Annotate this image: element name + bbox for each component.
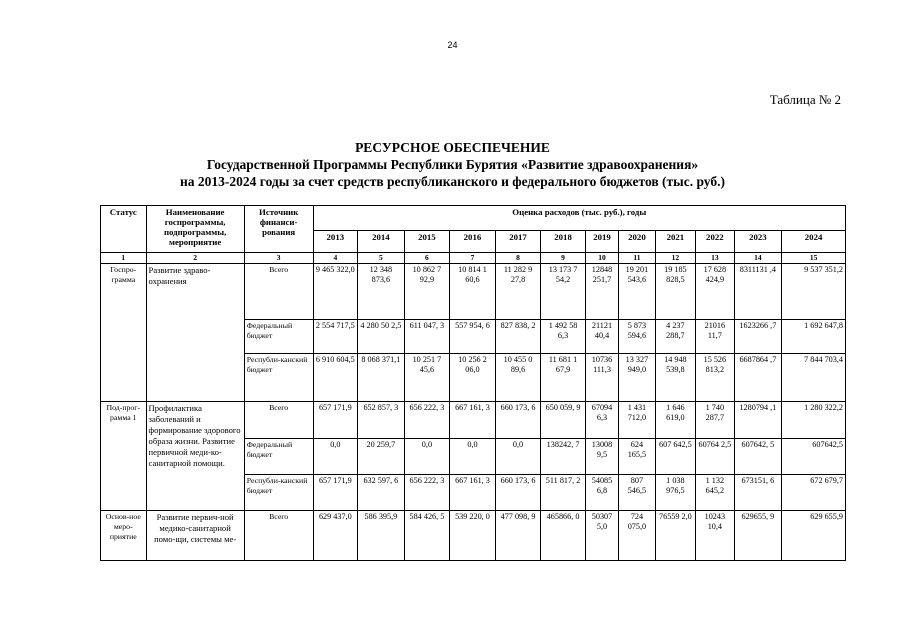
value-cell-2013: 9 465 322,0 <box>313 264 358 320</box>
column-number: 7 <box>450 253 496 264</box>
column-number: 1 <box>101 253 147 264</box>
value-cell-2021: 1 038 976,5 <box>655 475 695 511</box>
value-cell-2024: 629 655,9 <box>782 511 846 561</box>
year-header: 2016 <box>450 231 496 253</box>
column-number: 12 <box>655 253 695 264</box>
value-cell-2016: 557 954, 6 <box>450 320 496 354</box>
value-cell-2022: 60764 2,5 <box>696 439 734 475</box>
value-cell-2021: 19 185 828,5 <box>655 264 695 320</box>
value-cell-2014: 652 857, 3 <box>358 402 405 439</box>
value-cell-2014: 8 068 371,1 <box>358 354 405 402</box>
value-cell-2017: 660 173, 6 <box>495 402 541 439</box>
value-cell-2022: 17 628 424,9 <box>696 264 734 320</box>
column-number: 5 <box>358 253 405 264</box>
column-number: 13 <box>696 253 734 264</box>
value-cell-2015: 611 047, 3 <box>404 320 450 354</box>
resource-table <box>100 205 846 561</box>
program-name-cell: Профилактика заболеваний и формирование здорового образа жизни. Развитие первичной меди-ко-санитарной помощи. <box>146 402 244 511</box>
funding-source-cell: Федеральный бюджет <box>244 320 313 354</box>
header-status: Статус <box>101 206 147 253</box>
title-line-1: РЕСУРСНОЕ ОБЕСПЕЧЕНИЕ <box>355 140 550 155</box>
value-cell-2021: 76559 2,0 <box>655 511 695 561</box>
value-cell-2021: 1 646 619,0 <box>655 402 695 439</box>
year-header: 2014 <box>358 231 405 253</box>
value-cell-2014: 632 597, 6 <box>358 475 405 511</box>
column-number: 4 <box>313 253 358 264</box>
value-cell-2024: 607642,5 <box>782 439 846 475</box>
value-cell-2016: 667 161, 3 <box>450 402 496 439</box>
value-cell-2017: 660 173, 6 <box>495 475 541 511</box>
value-cell-2013: 657 171,9 <box>313 402 358 439</box>
value-cell-2016: 10 256 2 06,0 <box>450 354 496 402</box>
value-cell-2020: 1 431 712,0 <box>619 402 655 439</box>
value-cell-2023: 629655, 9 <box>734 511 782 561</box>
column-number: 6 <box>404 253 450 264</box>
value-cell-2020: 13 327 949,0 <box>619 354 655 402</box>
value-cell-2014: 586 395,9 <box>358 511 405 561</box>
value-cell-2013: 2 554 717,5 <box>313 320 358 354</box>
document-title <box>0 139 905 190</box>
value-cell-2015: 0,0 <box>404 439 450 475</box>
value-cell-2021: 607 642,5 <box>655 439 695 475</box>
header-source: Источник финанси-рования <box>244 206 313 253</box>
value-cell-2018: 465866, 0 <box>541 511 586 561</box>
status-cell: Основ-ное меро-приятие <box>101 511 147 561</box>
value-cell-2024: 1 280 322,2 <box>782 402 846 439</box>
value-cell-2017: 0,0 <box>495 439 541 475</box>
table-row <box>101 402 846 439</box>
value-cell-2018: 13 173 7 54,2 <box>541 264 586 320</box>
table-row <box>101 264 846 320</box>
year-header: 2015 <box>404 231 450 253</box>
value-cell-2016: 667 161, 3 <box>450 475 496 511</box>
value-cell-2023: 1280794 ,1 <box>734 402 782 439</box>
value-cell-2024: 9 537 351,2 <box>782 264 846 320</box>
funding-source-cell: Республи-канский бюджет <box>244 475 313 511</box>
value-cell-2020: 624 165,5 <box>619 439 655 475</box>
year-header: 2019 <box>585 231 618 253</box>
column-number: 3 <box>244 253 313 264</box>
value-cell-2016: 0,0 <box>450 439 496 475</box>
title-line-3: на 2013-2024 годы за счет средств республиканского и федерального бюджетов (тыс. руб.) <box>180 174 725 189</box>
status-cell: Под-прог-рамма 1 <box>101 402 147 511</box>
value-cell-2023: 6687864 ,7 <box>734 354 782 402</box>
year-header: 2017 <box>495 231 541 253</box>
program-name-cell: Развитие здраво-охранения <box>146 264 244 402</box>
year-header: 2024 <box>782 231 846 253</box>
value-cell-2018: 138242, 7 <box>541 439 586 475</box>
value-cell-2019: 10736 111,3 <box>585 354 618 402</box>
value-cell-2018: 1 492 58 6,3 <box>541 320 586 354</box>
value-cell-2016: 10 814 1 60,6 <box>450 264 496 320</box>
value-cell-2022: 1 132 645,2 <box>696 475 734 511</box>
value-cell-2020: 807 546,5 <box>619 475 655 511</box>
value-cell-2020: 19 201 543,6 <box>619 264 655 320</box>
value-cell-2014: 4 280 50 2,5 <box>358 320 405 354</box>
value-cell-2021: 4 237 288,7 <box>655 320 695 354</box>
value-cell-2021: 14 948 539,8 <box>655 354 695 402</box>
value-cell-2018: 650 059, 9 <box>541 402 586 439</box>
table-row <box>101 511 846 561</box>
header-name: Наименование госпрограммы, подпрограммы, мероприятие <box>146 206 244 253</box>
value-cell-2017: 827 838, 2 <box>495 320 541 354</box>
column-number: 14 <box>734 253 782 264</box>
year-header: 2021 <box>655 231 695 253</box>
year-header: 2013 <box>313 231 358 253</box>
column-number: 9 <box>541 253 586 264</box>
value-cell-2018: 11 681 1 67,9 <box>541 354 586 402</box>
value-cell-2013: 6 910 604,5 <box>313 354 358 402</box>
value-cell-2023: 607642, 5 <box>734 439 782 475</box>
value-cell-2015: 584 426, 5 <box>404 511 450 561</box>
value-cell-2015: 656 222, 3 <box>404 402 450 439</box>
column-number: 2 <box>146 253 244 264</box>
value-cell-2013: 657 171,9 <box>313 475 358 511</box>
funding-source-cell: Всего <box>244 402 313 439</box>
value-cell-2015: 10 862 7 92,9 <box>404 264 450 320</box>
value-cell-2022: 15 526 813,2 <box>696 354 734 402</box>
value-cell-2014: 12 348 873,6 <box>358 264 405 320</box>
page-number: 24 <box>447 40 458 50</box>
year-header: 2020 <box>619 231 655 253</box>
status-cell: Госпро-грамма <box>101 264 147 402</box>
value-cell-2017: 10 455 0 89,6 <box>495 354 541 402</box>
value-cell-2020: 724 075,0 <box>619 511 655 561</box>
column-number: 8 <box>495 253 541 264</box>
value-cell-2015: 10 251 7 45,6 <box>404 354 450 402</box>
table-label: Таблица № 2 <box>769 92 841 107</box>
value-cell-2023: 8311131 ,4 <box>734 264 782 320</box>
value-cell-2022: 21016 11,7 <box>696 320 734 354</box>
value-cell-2019: 54085 6,8 <box>585 475 618 511</box>
column-number: 15 <box>782 253 846 264</box>
title-line-2: Государственной Программы Республики Бурятия «Развитие здравоохранения» <box>206 157 699 172</box>
funding-source-cell: Всего <box>244 264 313 320</box>
value-cell-2017: 11 282 9 27,8 <box>495 264 541 320</box>
funding-source-cell: Республи-канский бюджет <box>244 354 313 402</box>
funding-source-cell: Всего <box>244 511 313 561</box>
value-cell-2020: 5 873 594,6 <box>619 320 655 354</box>
header-estimate: Оценка расходов (тыс. руб.), годы <box>313 206 845 231</box>
program-name-cell: Развитие первич-ной медико-санитарной помо-щи, системы ме- <box>146 511 244 561</box>
value-cell-2015: 656 222, 3 <box>404 475 450 511</box>
value-cell-2019: 13008 9,5 <box>585 439 618 475</box>
value-cell-2019: 67094 6,3 <box>585 402 618 439</box>
value-cell-2013: 0,0 <box>313 439 358 475</box>
value-cell-2024: 1 692 647,8 <box>782 320 846 354</box>
value-cell-2023: 673151, 6 <box>734 475 782 511</box>
value-cell-2017: 477 098, 9 <box>495 511 541 561</box>
funding-source-cell: Федеральный бюджет <box>244 439 313 475</box>
year-header: 2022 <box>696 231 734 253</box>
column-number: 11 <box>619 253 655 264</box>
column-number: 10 <box>585 253 618 264</box>
value-cell-2023: 1623266 ,7 <box>734 320 782 354</box>
value-cell-2022: 1 740 287,7 <box>696 402 734 439</box>
year-header: 2023 <box>734 231 782 253</box>
year-header: 2018 <box>541 231 586 253</box>
value-cell-2016: 539 220, 0 <box>450 511 496 561</box>
value-cell-2024: 672 679,7 <box>782 475 846 511</box>
value-cell-2019: 50307 5,0 <box>585 511 618 561</box>
value-cell-2019: 21121 40,4 <box>585 320 618 354</box>
value-cell-2013: 629 437,0 <box>313 511 358 561</box>
value-cell-2018: 511 817, 2 <box>541 475 586 511</box>
value-cell-2022: 10243 10,4 <box>696 511 734 561</box>
value-cell-2014: 20 259,7 <box>358 439 405 475</box>
value-cell-2019: 12848 251,7 <box>585 264 618 320</box>
value-cell-2024: 7 844 703,4 <box>782 354 846 402</box>
